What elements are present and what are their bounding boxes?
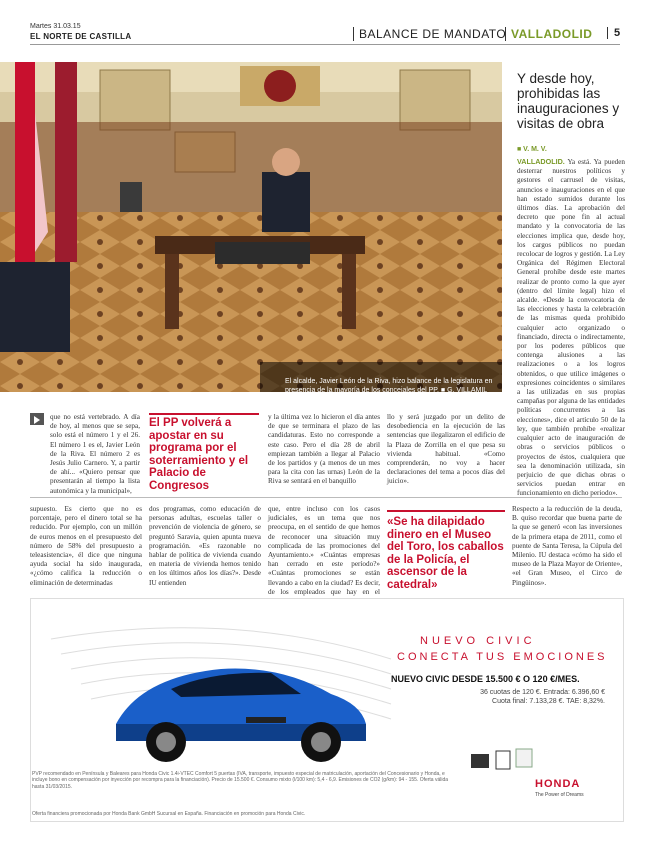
main-photo — [0, 62, 502, 392]
council-room-illustration — [0, 62, 502, 392]
pull-quote-1: El PP volverá a apostar en su programa por el soterramiento y el Palacio de Congresos — [149, 413, 259, 492]
ad-price: NUEVO CIVIC DESDE 15.500 € O 120 €/MES. — [391, 674, 580, 684]
page-number: 5 — [607, 27, 620, 39]
article-col3-top: y la última vez lo hicieron el día antes de que se terminara el plazo de las candidaturas. Esto no corresponde a este caso. Pero el día 28 de abril empiezan también a llegar al Palacio de los partidos y (a menos de un mes para la cita con las urnas) León de la Riva se sentará en el banquillo — [268, 413, 380, 486]
article-col3-bottom: que, entre incluso con los casos judiciales, es un tema que nos preocupa, en el sentido de que hemos de reconocer una situación muy complicada de las promociones del Ayuntamiento.» «Cuántas empresas han cerrado en este período?» «Cuántas promociones se están llevando a cabo en la ciudad? Es decir, de los empleados que hay en el — [268, 505, 380, 596]
sidebar-lead: VALLADOLID. — [517, 157, 565, 166]
section-divider — [30, 497, 622, 498]
ad-terms-line2: Cuota final: 7.133,28 €. TAE: 8,32%. — [492, 698, 605, 705]
article-col2-bottom: dos programas, como educación de personas adultas, escuelas taller o prevención de violencia de género, se preguntó Saravia, quien apunta nueva programación. «Es razonable no hablar de política de vivienda cuando en materia de vivienda hemos tenido en los últimos años los días?». Desde IU entienden — [149, 505, 261, 587]
honda-logo[interactable]: HONDA — [535, 778, 581, 790]
ad-headline-2: CONECTA TUS EMOCIONES — [397, 651, 608, 663]
ad-terms-line1: 36 cuotas de 120 €. Entrada: 6.396,60 € — [480, 689, 605, 696]
continue-arrow-icon — [30, 413, 44, 425]
sidebar-text: Ya está. Ya pueden desterrar nuestros políticos y gestores el carrusel de visitas, anuncios e inauguraciones en el que han estado sumidos durante los últimos días. La aprobación del decreto que pone fin al actual mandato y la convocatoria de las elecciones implica que, desde hoy, los cargos públicos no puedan recolocar de logros y gestión. La Ley Orgánica del Régimen Electoral General prohíbe desde este martes realizar de pronto como la que ayer (dentro del límite legal) hizo el alcalde. «Desde la convocatoria de las elecciones y hasta la celebración de las mismas queda prohibido cualquier acto organizado o financiado, directa o indirectamente, por los poderes públicos que contenga alusiones a las realizaciones o a los logros obtenidos, o que utilice imágenes o expresiones coincidentes o similares a las utilizadas en sus propias campañas por alguna de las entidades políticas concurrentes a las elecciones», dice el artículo 50 de la ley, que también prohíbe «realizar cualquier acto de inauguración de obras o servicios públicos o proyectos de éstos, cualquiera que sea la denominación utilizada, sin perjuicio de que dichas obras o servicios puedan entrar en funcionamiento en dicho periodo». — [517, 158, 626, 498]
header-divider — [30, 44, 620, 45]
article-col4-top: llo y será juzgado por un delito de desobediencia en la ejecución de las sentencias que ilegalizaron el edificio de la Plaza de Zorrilla en el que pesa su vivienda habitual. «Como comprenderán, no voy a hacer declaraciones del tema a pocos días del juicio». — [387, 413, 505, 486]
ad-headline-1: NUEVO CIVIC — [420, 635, 536, 647]
newspaper-name: EL NORTE DE CASTILLA — [30, 32, 132, 41]
article-col1-bottom: supuesto. Es cierto que no es porcentaje, pero el dinero total se ha reducido. Por ejemplo, con un millón de euros menos en el presupuesto del número de 58% del presupuesto a teleasistencia», él dice que ninguna ayuda social ha sido inaugurada, «¿cómo califica la reducción o eliminación de determinadas — [30, 505, 142, 587]
honda-tagline: The Power of Dreams — [535, 792, 584, 798]
ad-bottom-note: Oferta financiera promocionada por Honda Bank GmbH Sucursal en España. Financiación en promoción para Honda Civic. — [32, 811, 306, 817]
sidebar-body — [517, 157, 625, 499]
sidebar-headline: Y desde hoy, prohibidas las inauguraciones y visitas de obra — [517, 71, 620, 131]
city-label: VALLADOLID — [505, 27, 592, 41]
ad-terms — [425, 688, 605, 706]
date-line: Martes 31.03.15 — [30, 23, 81, 30]
pull-quote-2: «Se ha dilapidado dinero en el Museo del Toro, los caballos de la Policía, el ascensor de la catedral» — [387, 510, 505, 591]
section-title: BALANCE DE MANDATO — [353, 27, 506, 41]
photo-caption: El alcalde, Javier León de la Riva, hizo balance de la legislatura en presencia de la mayoría de los concejales del PP. ■ G. VILLAMIL — [285, 378, 493, 394]
sidebar-byline: ■ V. M. V. — [517, 146, 547, 153]
article-col1-top: que no está vertebrado. A día de hoy, al menos que se sepa, solo está el número 1 y el 26. El número 1 es el, Javier León de la Riva. El número 2 es Jesús Julio Carnero. Y, a partir de ahí... «Quiero pensar que presentarán al tiempo la lista autonómica y la municipal», — [50, 413, 140, 495]
article-col5-bottom: Respecto a la reducción de la deuda, B. quiso recordar que buena parte de la que se generó «con las inversiones de la primera etapa de 2011, como el puente de Santa Teresa, la Cúpula del Milenio. IU destaca «cómo ha sido el museo de la Plaza Mayor de Oriente», «el Gran Museo, el Circo de Pingüinos». — [512, 505, 622, 587]
ad-fine-print: PVP recomendado en Península y Baleares para Honda Civic 1.4i-VTEC Comfort 5 puertas (IVA, transporte, impuesto especial de matriculación, aportación del Concesionario y Honda, e incluye bono en compensación por inyección por recompra para la financiación). Precio de 15.500 €. Consumo mixto (l/100 km): 5,4 - 6,9. Emisiones de CO2 (g/km): 94 - 155. Oferta válida hasta 31/03/2015. — [32, 771, 449, 790]
